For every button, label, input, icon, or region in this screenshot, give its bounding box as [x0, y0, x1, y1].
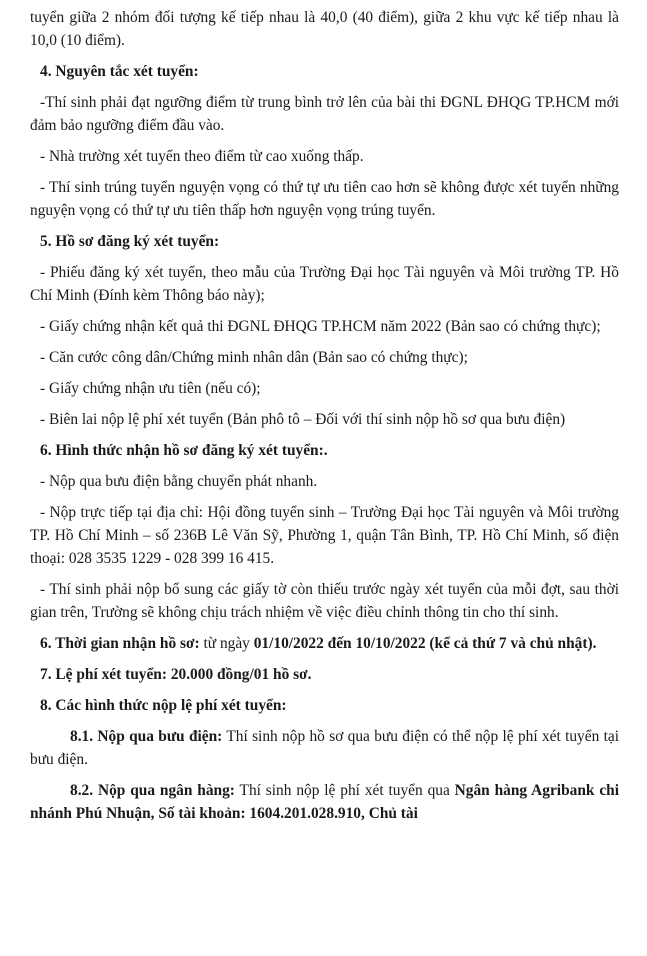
section-6b-dates: 01/10/2022 đến 10/10/2022 (kể cả thứ 7 và chủ nhật).: [253, 635, 597, 652]
section-4-heading: 4. Nguyên tắc xét tuyển:: [40, 63, 199, 80]
section-8-2-paragraph: [30, 779, 619, 825]
section-6b-text: từ ngày: [199, 635, 254, 652]
section-4-item-3: - Thí sinh trúng tuyển nguyện vọng có thứ tự ưu tiên cao hơn sẽ không được xét tuyển những nguyện vọng có thứ tự ưu tiên thấp hơn nguyện vọng trúng tuyển.: [30, 179, 619, 219]
section-5-item-2: - Giấy chứng nhận kết quả thi ĐGNL ĐHQG TP.HCM năm 2022 (Bản sao có chứng thực);: [40, 318, 601, 335]
section-8-1-paragraph: [30, 725, 619, 771]
section-4-item-2: - Nhà trường xét tuyển theo điểm từ cao xuống thấp.: [40, 148, 364, 165]
section-8-1-label: 8.1. Nộp qua bưu điện:: [70, 728, 223, 745]
section-5-heading: 5. Hồ sơ đăng ký xét tuyển:: [40, 233, 220, 250]
section-6-item-2: - Nộp trực tiếp tại địa chỉ: Hội đồng tuyển sinh – Trường Đại học Tài nguyên và Môi trường TP. Hồ Chí Minh – số 236B Lê Văn Sỹ, Phường 1, quận Tân Bình, TP. Hồ Chí Minh, số điện thoại: 028 3535 1229 - 028 399 16 415.: [30, 504, 619, 567]
section-8-2-bank: Ngân hàng Agribank chi nhánh Phú Nhuận, Số tài khoản: 1604.201.028.910, Chủ tài: [30, 782, 619, 822]
section-8-heading: 8. Các hình thức nộp lệ phí xét tuyển:: [40, 697, 287, 714]
section-5-item-4: - Giấy chứng nhận ưu tiên (nếu có);: [40, 380, 261, 397]
section-5-item-5: - Biên lai nộp lệ phí xét tuyển (Bản phô tô – Đối với thí sinh nộp hồ sơ qua bưu điện): [40, 411, 566, 428]
section-6b-paragraph: [30, 632, 619, 655]
section-8-2-label: 8.2. Nộp qua ngân hàng:: [70, 782, 235, 799]
section-7-heading: 7. Lệ phí xét tuyển: 20.000 đồng/01 hồ sơ.: [40, 666, 312, 683]
section-8-1-text: Thí sinh nộp hồ sơ qua bưu điện có thể nộp lệ phí xét tuyển tại bưu điện.: [30, 728, 619, 768]
section-5-item-1: - Phiếu đăng ký xét tuyển, theo mẫu của Trường Đại học Tài nguyên và Môi trường TP. Hồ Chí Minh (Đính kèm Thông báo này);: [30, 264, 619, 304]
intro-paragraph: tuyển giữa 2 nhóm đối tượng kế tiếp nhau là 40,0 (40 điểm), giữa 2 khu vực kế tiếp nhau là 10,0 (10 điểm).: [30, 9, 619, 49]
section-6-item-3: - Thí sinh phải nộp bổ sung các giấy tờ còn thiếu trước ngày xét tuyển của mỗi đợt, sau thời gian trên, Trường sẽ không chịu trách nhiệm về việc điều chỉnh thông tin cho thí sinh.: [30, 581, 619, 621]
section-4-item-1: -Thí sinh phải đạt ngưỡng điểm từ trung bình trở lên của bài thi ĐGNL ĐHQG TP.HCM mới đảm bảo ngưỡng điểm đầu vào.: [30, 94, 619, 134]
section-6b-label: 6. Thời gian nhận hồ sơ:: [40, 635, 200, 652]
section-8-2-text: Thí sinh nộp lệ phí xét tuyển qua: [234, 782, 455, 799]
section-6-heading: 6. Hình thức nhận hồ sơ đăng ký xét tuyển:.: [40, 442, 328, 459]
section-5-item-3: - Căn cước công dân/Chứng minh nhân dân (Bản sao có chứng thực);: [40, 349, 468, 366]
section-6-item-1: - Nộp qua bưu điện bằng chuyển phát nhanh.: [40, 473, 318, 490]
